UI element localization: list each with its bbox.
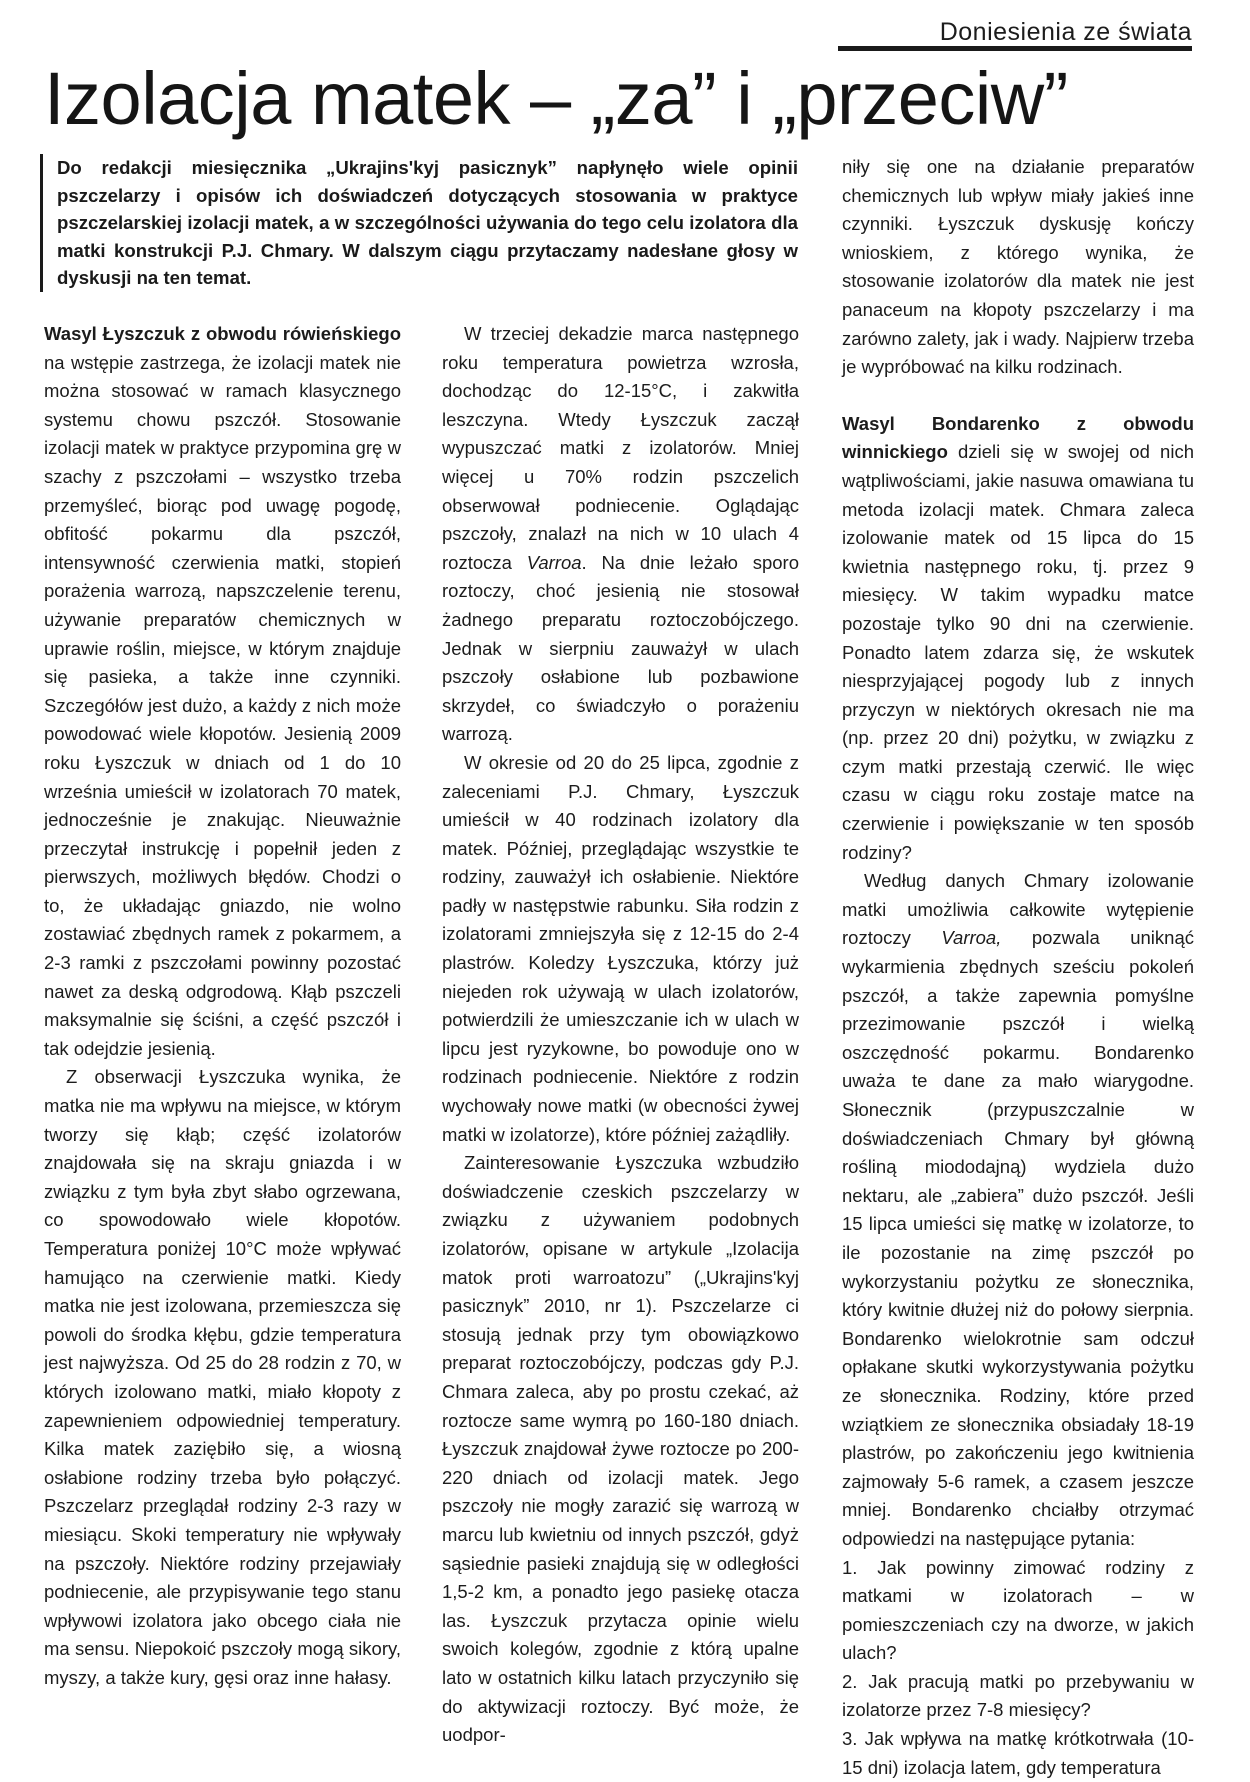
paragraph-text: pozwala uniknąć wykarmienia zbędnych sześciu pokoleń pszczół, a także zapewnia pomyślne przezimowanie pszczół i wielką oszczędność pokarmu. Bondarenko uważa te dane za mało wiarygodne. Słonecznik (przypuszczalnie w doświadczeniach Chmary był główną rośliną miododajną) wydziela dużo nektaru, ale „zabiera” dużo pszczół. Jeśli 15 lipca umieści się matkę w izolatorze, to ile pozostanie na zimę pszczół po wykorzystaniu pożytku ze słonecznika, który kwitnie dłużej niż do połowy sierpnia. Bondarenko wielokrotnie sam odczuł opłakane skutki wykorzystywania pożytku ze słonecznika. Rodziny, które przed wziątkiem ze słonecznika obsiadały 18-19 plastrów, po zakończeniu jego kwitnienia zajmowały 5-6 ramek, a czasem jeszcze mniej. Bondarenko chciałby otrzymać odpowiedzi na następujące pytania: [842, 927, 1194, 1549]
question-3: 3. Jak wpływa na matkę krótkotrwała (10-15 dni) izolacja latem, gdy temperatura [842, 1728, 1194, 1778]
paragraph [442, 320, 799, 749]
italic-term: Varroa, [941, 927, 1002, 949]
column-3 [842, 153, 1194, 1782]
section-rule [838, 46, 1192, 51]
paragraph-text: W trzeciej dekadzie marca następnego roku temperatura powietrza wzrosła, dochodząc do 12-15°C, i zakwitła leszczyna. Wtedy Łyszczuk zaczął wypuszczać matki z izolatorów. Mniej więcej u 70% rodzin pszczelich obserwował podniecenie. Oglądając pszczoły, znalazł na nich w 10 ulach 4 roztocza [442, 323, 799, 573]
spacer [842, 382, 1194, 410]
paragraph: niły się one na działanie preparatów chemicznych lub wpływ miały jakieś inne czynniki. Łyszczuk dyskusję kończy wnioskiem, z którego wynika, że stosowanie izolatorów dla matek nie jest panaceum na kłopoty pszczelarzy i ma zarówno zalety, jak i wady. Najpierw trzeba je wypróbować na kilku rodzinach. [842, 156, 1194, 378]
article-title: Izolacja matek – „za” i „przeciw” [44, 57, 1068, 140]
paragraph-text: . Na dnie leżało sporo roztoczy, choć jesienią nie stosował żadnego preparatu roztoczobójczego. Jednak w sierpniu zauważył w ulach pszczoły osłabione lub pozbawione skrzydeł, co świadczyło o porażeniu warrozą. [442, 551, 799, 745]
author-name: Wasyl Łyszczuk z obwodu rówieńskiego [44, 323, 401, 344]
paragraph [44, 320, 401, 1063]
paragraph: W okresie od 20 do 25 lipca, zgodnie z zaleceniami P.J. Chmary, Łyszczuk umieścił w 40 rodzinach izolatory dla matek. Później, przeglądając wszystkie te rodziny, zauważył ich osłabienie. Niektóre padły w następstwie rabunku. Siła rodzin z izolatorami zmniejszyła się z 12-15 do 2-4 plastrów. Koledzy Łyszczuka, którzy już niejeden rok używają w ulach izolatorów, potwierdzili że umieszczanie ich w ulach w lipcu jest ryzykowne, bo powoduje ono w rodzinach podniecenie. Niektóre z rodzin wychowały nowe matki (w obecności żywej matki w izolatorze), które później zażądliły. [442, 751, 799, 1145]
paragraph [842, 867, 1194, 1553]
question-1: 1. Jak powinny zimować rodziny z matkami w izolatorach – w pomieszczeniach czy na dworze, w jakich ulach? [842, 1556, 1194, 1664]
question-2: 2. Jak pracują matki po przebywaniu w izolatorze przez 7-8 miesięcy? [842, 1670, 1194, 1721]
article-lead: Do redakcji miesięcznika „Ukrajins'kyj pasicznyk” napłynęło wiele opinii pszczelarzy i opisów ich doświadczeń dotyczących stosowania w praktyce pszczelarskiej izolacji matek, a w szczególności używania do tego celu izolatora dla matki konstrukcji P.J. Chmary. W dalszym ciągu przytaczamy nadesłane głosy w dyskusji na ten temat. [40, 154, 798, 292]
italic-term: Varroa [526, 551, 582, 573]
paragraph: Zainteresowanie Łyszczuka wzbudziło doświadczenie czeskich pszczelarzy w związku z używaniem podobnych izolatorów, opisane w artykule „Izolacija matok proti warroatozu” („Ukrajins'kyj pasicznyk” 2010, nr 1). Pszczelarze ci stosują jednak przy tym obowiązkowo preparat roztoczobójczy, podczas gdy P.J. Chmara zaleca, aby po prostu czekać, aż roztocze same wymrą po 160-180 dniach. Łyszczuk znajdował żywe roztocze po 200-220 dniach od izolacji matek. Jego pszczoły nie mogły zarazić się warrozą w marcu lub kwietniu od innych pszczół, gdyż sąsiednie pasieki znajdują się w odległości 1,5-2 km, a ponadto jego pasiekę otacza las. Łyszczuk przytacza opinie wielu swoich kolegów, zgodnie z którą upalne lato w ostatnich kilku latach przyczyniło się do aktywizacji roztoczy. Być może, że uodpor- [442, 1152, 799, 1746]
column-1 [44, 320, 401, 1693]
paragraph: Z obserwacji Łyszczuka wynika, że matka nie ma wpływu na miejsce, w którym tworzy się kłąb; część izolatorów znajdowała się na skraju gniazda i w związku z tym była zbyt słabo ogrzewana, co spowodowało wiele kłopotów. Temperatura poniżej 10°C może wpływać hamująco na czerwienie matki. Kiedy matka nie jest izolowana, przemieszcza się powoli do środka kłębu, gdzie temperatura jest najwyższa. Od 25 do 28 rodzin z 70, w których izolowano matki, miało kłopoty z zapewnieniem odpowiedniej temperatury. Kilka matek zaziębiło się, a wiosną osłabione rodziny trzeba było połączyć. Pszczelarz przeglądał rodziny 2-3 razy w miesiącu. Skoki temperatury nie wpływały na pszczoły. Niektóre rodziny przejawiały podniecenie, ale przypisywanie tego stanu wpływowi izolatora jako obcego ciała nie ma sensu. Niepokoić pszczoły mogą sikory, myszy, a także kury, gęsi oraz inne hałasy. [44, 1066, 401, 1688]
paragraph-text: na wstępie zastrzega, że izolacji matek nie można stosować w ramach klasycznego systemu chowu pszczół. Stosowanie izolacji matek w praktyce przypomina grę w szachy z pszczołami – wszystko trzeba przemyśleć, biorąc pod uwagę pogodę, obfitość pokarmu dla pszczół, intensywność czerwienia matki, stopień porażenia warrozą, napszczelenie terenu, używanie preparatów chemicznych w uprawie roślin, miejsce, w którym znajduje się pasieka, a także inne czynniki. Szczegółów jest dużo, a każdy z nich może powodować wiele kłopotów. Jesienią 2009 roku Łyszczuk w dniach od 1 do 10 września umieścił w izolatorach 70 matek, jednocześnie je znakując. Nieuważnie przeczytał instrukcję i popełnił jeden z pierwszych, możliwych błędów. Chodzi o to, że układając gniazdo, nie wolno zostawiać zbędnych ramek z pokarmem, a 2-3 ramki z pszczołami powinny pozostać nawet za deską odgrodową. Kłąb pszczeli maksymalnie się ściśni, a część pszczół i tak odejdzie jesienią. [44, 351, 401, 1059]
author-name: Wasyl Bondarenko z obwodu winnickiego [842, 412, 1194, 463]
column-2 [442, 320, 799, 1750]
paragraph [842, 410, 1194, 868]
paragraph-text: dzieli się w swojej od nich wątpliwościami, jakie nasuwa omawiana tu metoda izolacji matek. Chmara zaleca izolowanie matek od 15 lipca do 15 kwietnia następnego roku, tj. przez 9 miesięcy. W takim wypadku matce pozostaje tylko 90 dni na czerwienie. Ponadto latem zdarza się, że wskutek niesprzyjającej pogody lub z innych przyczyn w niektórych okresach nie ma (np. przez 20 dni) pożytku, w związku z czym matki przestają czerwić. Ile więc czasu w ciągu roku zostaje matce na czerwienie i powiększanie w ten sposób rodziny? [842, 441, 1194, 863]
paragraph-text: Według danych Chmary izolowanie matki umożliwia całkowite wytępienie roztoczy [842, 870, 1194, 949]
section-label: Doniesienia ze świata [939, 18, 1192, 46]
